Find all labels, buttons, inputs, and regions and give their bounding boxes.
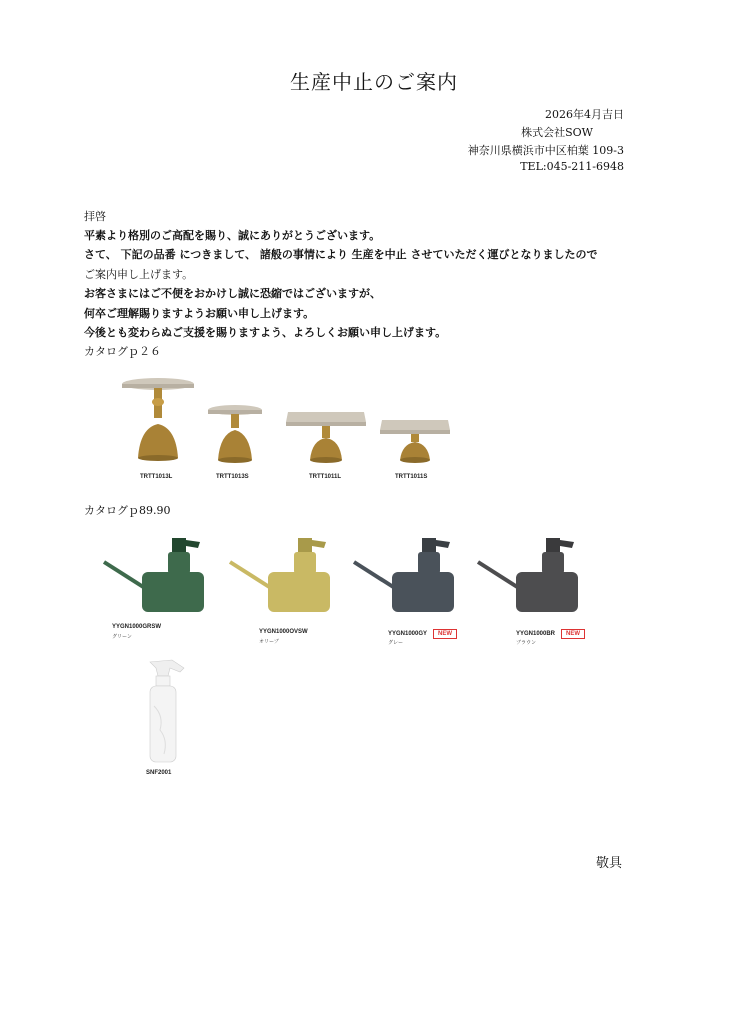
can-code: YYGN1000GRSW [112, 624, 162, 630]
can-code: YYGN1000OVSW [259, 629, 308, 635]
can-color-name: オリーブ [259, 639, 279, 645]
new-badge: NEW [561, 629, 585, 639]
can-code: YYGN1000GY [388, 631, 428, 637]
body-line-4: お客さまにはご不便をおかけし誠に恐縮ではございますが、 [84, 287, 381, 300]
closing: 敬具 [596, 856, 623, 871]
table-code: TRTT1011S [395, 474, 428, 480]
product-image-watering-can-olive [228, 534, 334, 616]
table-code: TRTT1011L [309, 474, 342, 480]
table-code: TRTT1013S [216, 474, 249, 480]
product-image-table-small-round [204, 402, 266, 464]
company-name: 株式会社SOW [521, 126, 593, 139]
catalog-label-2: カタログｐ89.90 [84, 504, 171, 517]
can-color-name: グレー [388, 640, 404, 646]
product-image-table-small-rect [378, 416, 452, 464]
body-line-5: 何卒ご理解賜りますようお願い申し上げます。 [84, 307, 315, 320]
body-line-3: ご案内申し上げます。 [84, 268, 194, 281]
table-code: TRTT1013L [140, 474, 173, 480]
body-line-6: 今後とも変わらぬご支援を賜りますよう、よろしくお願い申し上げます。 [84, 326, 447, 339]
body-line-2: さて、 下記の品番 につきまして、 諸般の事情により 生産を中止 させていただく運びとなりましたので [84, 248, 598, 261]
product-image-table-large-rect [284, 408, 368, 464]
company-tel: TEL:045-211-6948 [520, 160, 624, 173]
product-image-watering-can-brown [476, 534, 582, 616]
can-color-name: ブラウン [516, 640, 537, 646]
page-title: 生産中止のご案内 [290, 70, 458, 94]
can-color-name: グリーン [112, 634, 132, 640]
greeting: 拝啓 [84, 210, 106, 223]
product-image-table-large-round [118, 376, 198, 464]
new-badge: NEW [433, 629, 457, 639]
body-line-1: 平素より格別のご高配を賜り、誠にありがとうございます。 [84, 229, 381, 242]
catalog-label-1: カタログｐ２６ [84, 345, 161, 358]
company-address: 神奈川県横浜市中区柏葉 109-3 [467, 144, 624, 157]
date: 2026年4月吉日 [545, 108, 624, 121]
can-code-row [516, 629, 585, 639]
product-image-spray-bottle [140, 656, 190, 766]
can-code-row [388, 629, 457, 639]
can-code: YYGN1000BR [516, 631, 556, 637]
spray-code: SNF2001 [146, 770, 172, 776]
product-image-watering-can-green [102, 534, 208, 616]
product-image-watering-can-gray [352, 534, 458, 616]
